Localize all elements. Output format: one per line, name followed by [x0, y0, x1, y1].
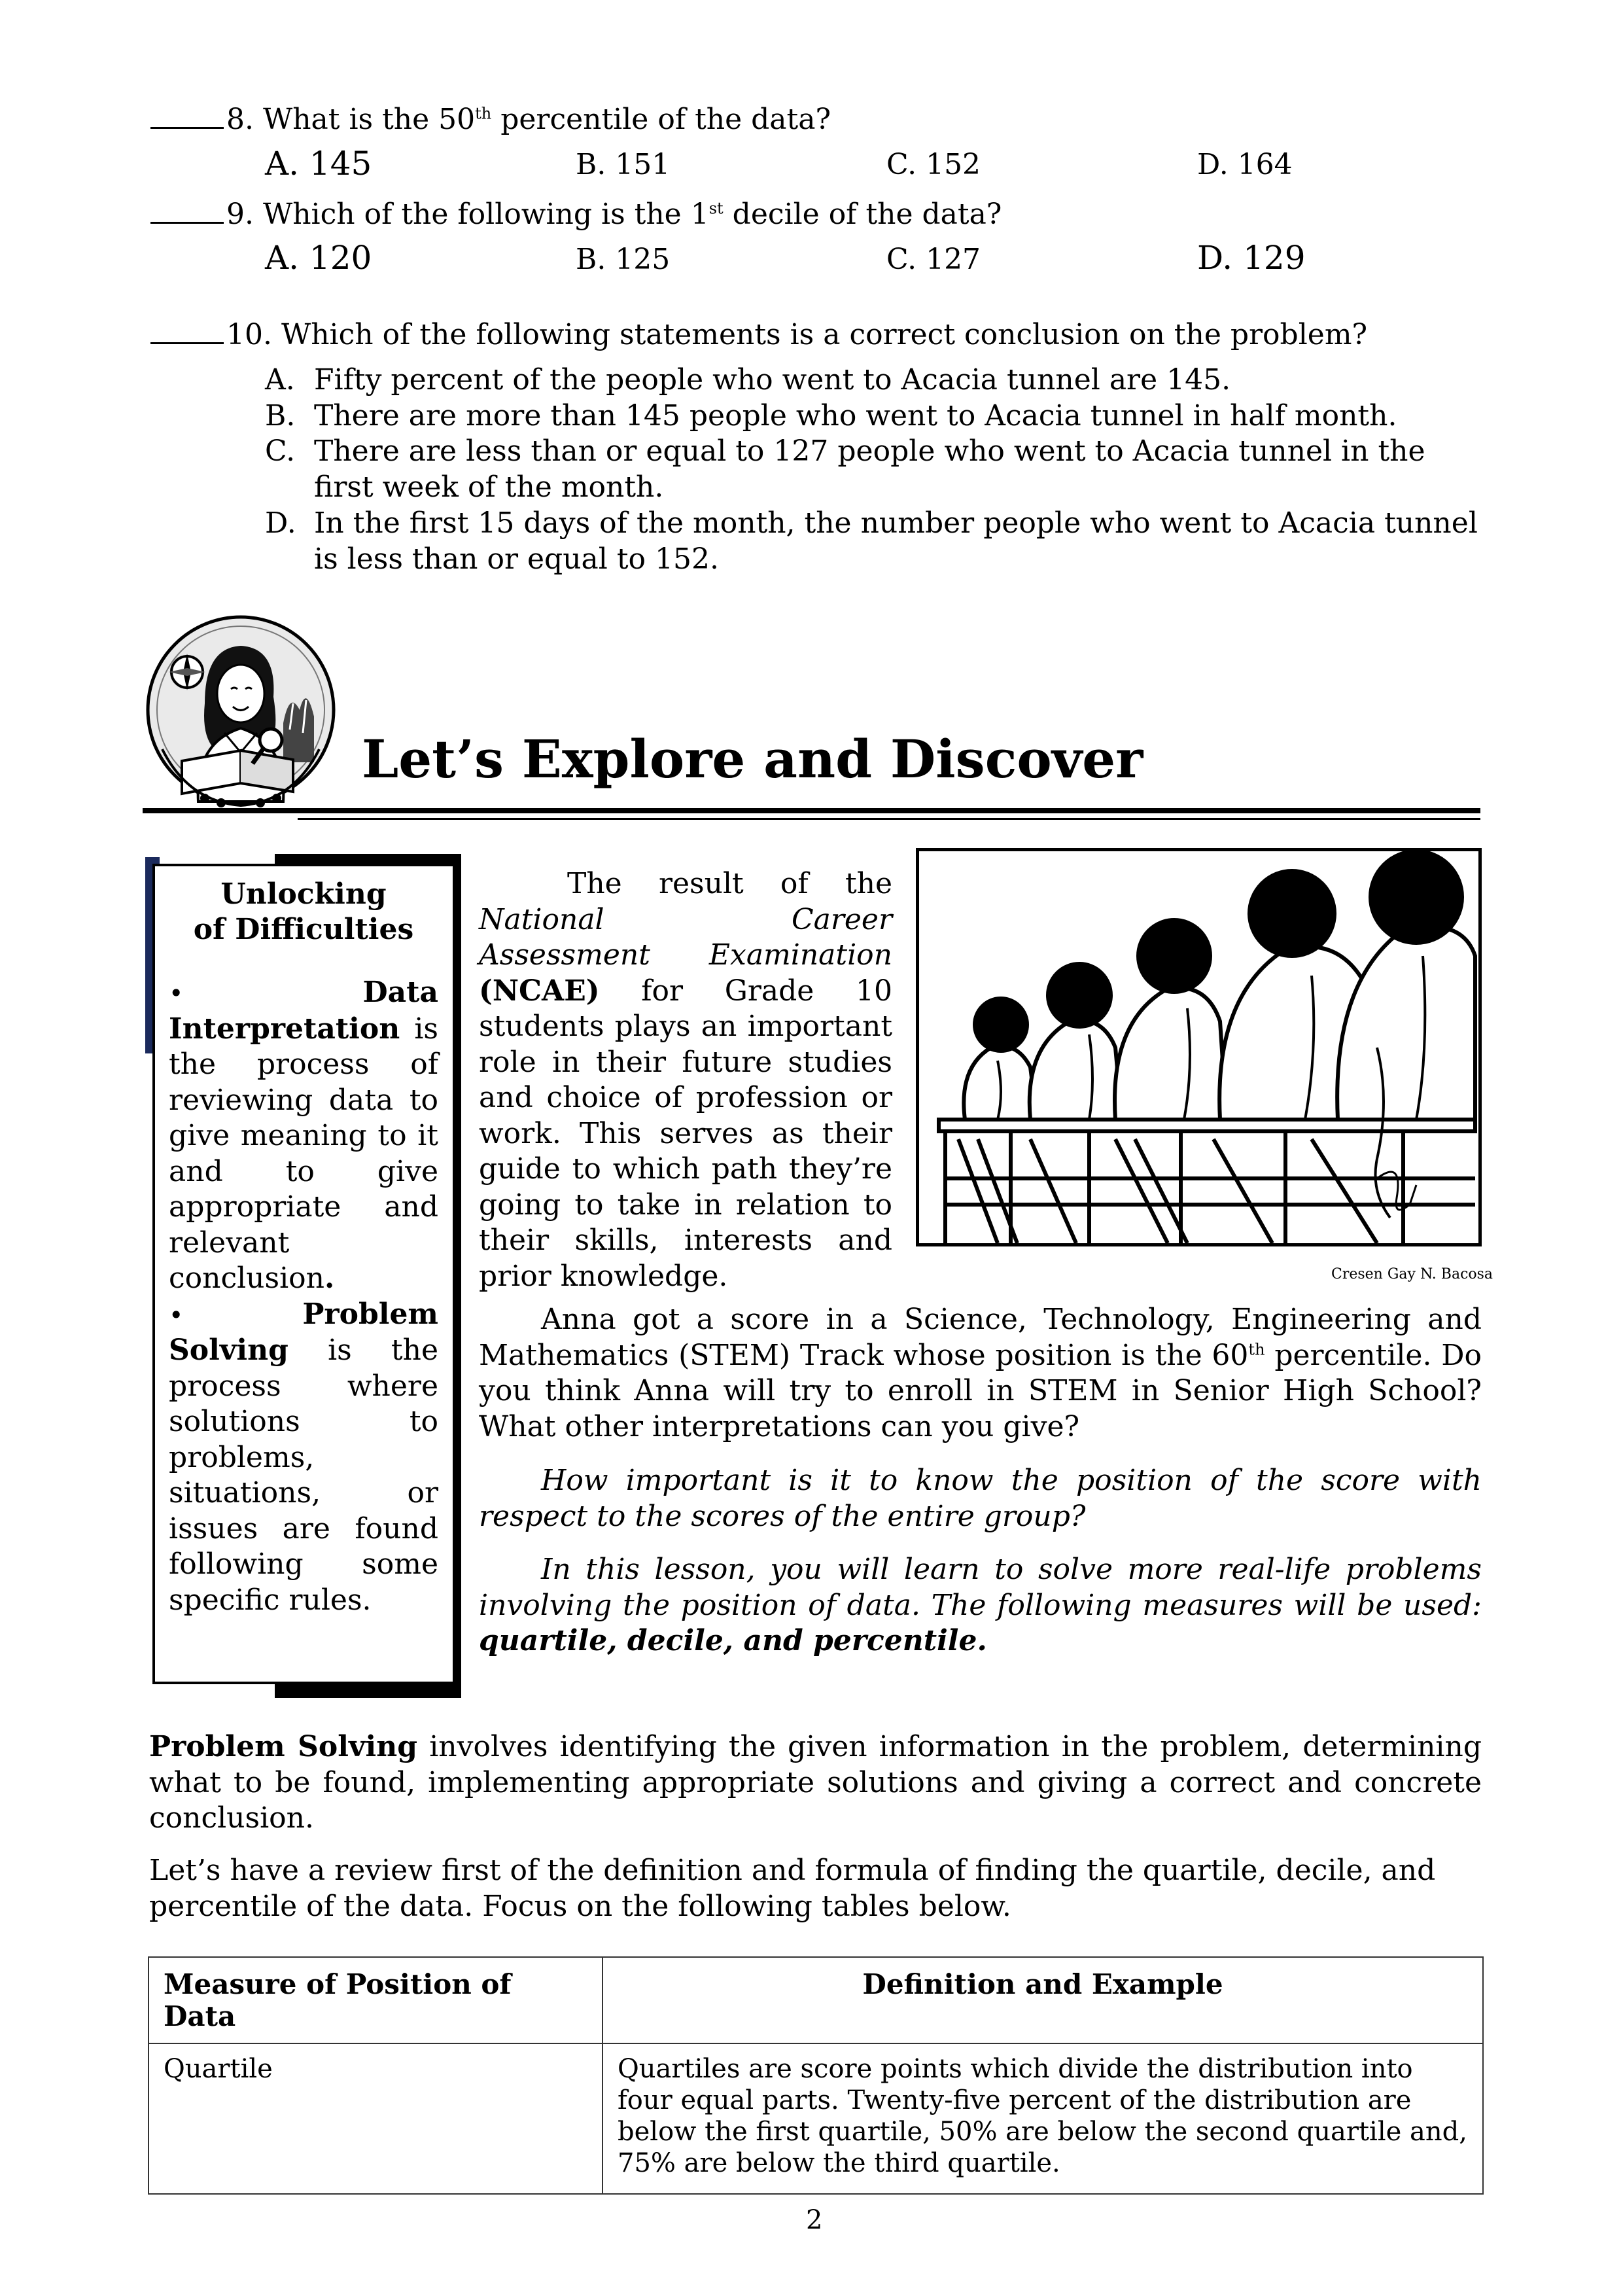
page-number: 2 [806, 2205, 823, 2235]
intro-paragraph: The result of the National Career Assessment Examination (NCAE) for Grade 10 students plays an important role in their future studies and choice of profession or work. This serves as their guide to which path they’re going to take in relation to their skills, interests and prior knowledge. [479, 867, 892, 1293]
students-exam-image [919, 851, 1478, 1243]
answer-blank[interactable] [150, 99, 224, 129]
exam-illustration [916, 848, 1482, 1246]
sidebar-content [169, 877, 438, 1618]
statement-a: A. Fifty percent of the people who went to Acacia tunnel are 145. [265, 363, 1231, 397]
option-a: A. 120 [265, 239, 372, 277]
statement-d: D. In the first 15 days of the month, the number people who went to Acacia tunnel is less than or equal to 152. [265, 506, 1478, 576]
option-c: C. 152 [886, 148, 981, 181]
teacher-illustration-icon [143, 612, 339, 808]
question-9: 9. Which of the following is the 1st decile of the data? [150, 194, 1002, 233]
title-rule-thick [143, 808, 1480, 813]
anna-paragraph: Anna got a score in a Science, Technology, Engineering and Mathematics (STEM) Track whose position is the 60th percentile. Do you think Anna will try to enroll in STEM in Senior High School? What other interpretations can you give? [479, 1303, 1482, 1443]
definition-table [148, 1956, 1484, 2195]
definition-table-wrap [148, 1956, 1484, 2195]
question-8: 8. What is the 50th percentile of the data? [150, 99, 831, 138]
table-cell-measure: Quartile [148, 2043, 602, 2194]
section-title: Let’s Explore and Discover [362, 728, 1143, 790]
option-d: D. 129 [1197, 239, 1306, 277]
sidebar-term-data-interpretation: • Data Interpretation is the process of reviewing data to give meaning to it and to give appropriate and relevant conclusion. [169, 976, 438, 1295]
sidebar-heading: Unlocking of Difficulties [193, 877, 414, 946]
statement-c: C. There are less than or equal to 127 people who went to Acacia tunnel in the first week of the month. [265, 434, 1425, 504]
table-header-definition: Definition and Example [602, 1957, 1483, 2043]
table-header-row [148, 1957, 1483, 2043]
title-rule-thin [298, 818, 1480, 820]
illustration-credit: Cresen Gay N. Bacosa [1331, 1266, 1493, 1282]
review-paragraph: Let’s have a review first of the definition and formula of finding the quartile, decile, and percentile of the data. Focus on the following tables below. [149, 1854, 1436, 1923]
section-emblem [143, 612, 339, 808]
option-b: B. 151 [576, 148, 671, 181]
table-cell-definition: Quartiles are score points which divide the distribution into four equal parts. Twenty-five percent of the distribution are below the first quartile, 50% are below the second quartile and, 75% are below the third quartile. [602, 2043, 1483, 2194]
problem-solving-paragraph: Problem Solving involves identifying the given information in the problem, determining what to be found, implementing appropriate solutions and giving a correct and concrete conclusion. [149, 1730, 1482, 1835]
table-header-measure: Measure of Position of Data [148, 1957, 602, 2043]
statement-b: B. There are more than 145 people who went to Acacia tunnel in half month. [265, 399, 1397, 433]
answer-blank[interactable] [150, 315, 224, 344]
sidebar-term-problem-solving: • Problem Solving is the process where solutions to problems, situations, or issues are found following some specific rules. [169, 1297, 438, 1617]
option-b: B. 125 [576, 243, 671, 276]
lesson-paragraph: In this lesson, you will learn to solve more real-life problems involving the position of data. The following measures will be used: quartile, decile, and percentile. [479, 1553, 1482, 1657]
question-10: 10. Which of the following statements is a correct conclusion on the problem? [150, 315, 1367, 353]
option-c: C. 127 [886, 243, 981, 276]
option-a: A. 145 [265, 145, 372, 183]
option-d: D. 164 [1197, 148, 1293, 181]
answer-blank[interactable] [150, 194, 224, 224]
table-row [148, 2043, 1483, 2194]
question-paragraph: How important is it to know the position of the score with respect to the scores of the entire group? [479, 1464, 1482, 1533]
